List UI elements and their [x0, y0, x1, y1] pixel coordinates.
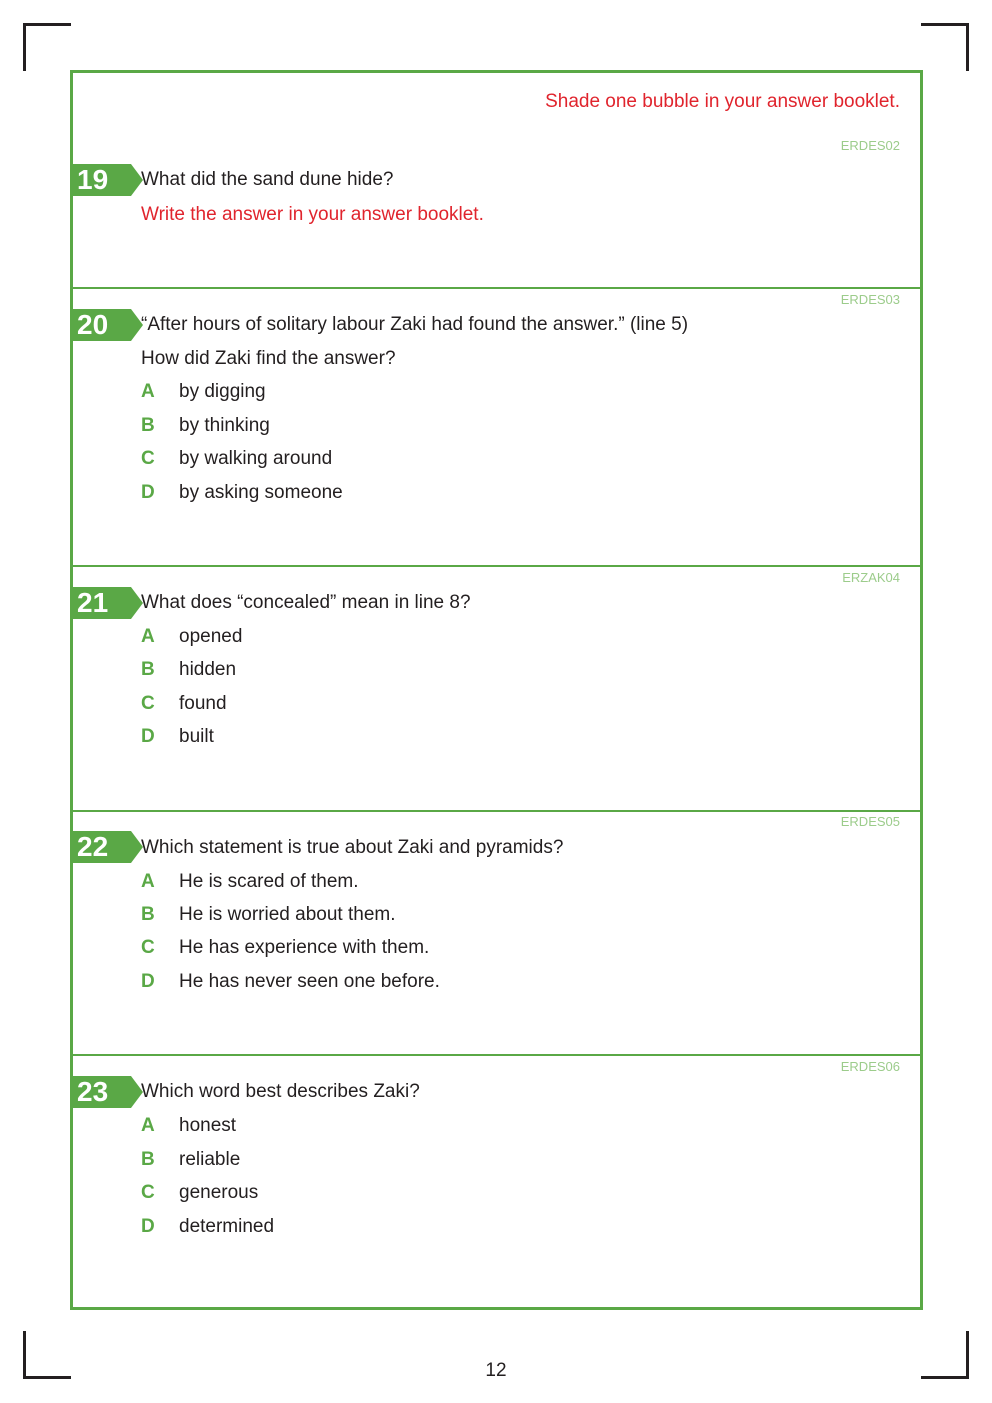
- option-letter: A: [141, 381, 155, 402]
- option-letter: C: [141, 1182, 155, 1203]
- option-text: by asking someone: [179, 482, 343, 503]
- question-number-badge: [73, 309, 131, 341]
- option-text: He has never seen one before.: [179, 971, 440, 992]
- option-letter: C: [141, 937, 155, 958]
- option-text: He is worried about them.: [179, 904, 396, 925]
- question-text: Which word best describes Zaki?: [141, 1081, 420, 1102]
- question-code: ERDES05: [840, 814, 900, 829]
- question-text: What did the sand dune hide?: [141, 169, 394, 190]
- option-text: by walking around: [179, 448, 333, 469]
- section-divider: [73, 1054, 920, 1056]
- section-divider: [73, 287, 920, 289]
- crop-mark-top-left-h: [23, 23, 71, 26]
- page-number: 12: [485, 1360, 507, 1381]
- question-code: ERDES03: [840, 292, 900, 307]
- question-text: How did Zaki find the answer?: [141, 348, 396, 369]
- option-letter: B: [141, 415, 155, 436]
- option-letter: D: [141, 482, 155, 503]
- option-letter: B: [141, 659, 155, 680]
- question-code: ERDES06: [840, 1059, 900, 1074]
- question-text: What does “concealed” mean in line 8?: [141, 592, 471, 613]
- question-number: 21: [77, 587, 109, 618]
- option-text: hidden: [179, 659, 237, 680]
- option-text: found: [179, 693, 227, 714]
- option-text: He is scared of them.: [179, 871, 359, 892]
- option-letter: A: [141, 871, 155, 892]
- section-divider: [73, 810, 920, 812]
- question-number: 22: [77, 831, 109, 862]
- question-text: Which statement is true about Zaki and pyramids?: [141, 837, 564, 858]
- question-number-badge: [73, 1076, 131, 1108]
- question-frame: [70, 70, 923, 1310]
- question-number: 23: [77, 1076, 109, 1107]
- option-text: built: [179, 726, 214, 747]
- option-letter: A: [141, 1115, 155, 1136]
- shade-instruction: Shade one bubble in your answer booklet.: [545, 91, 900, 112]
- question-number-badge: [73, 164, 131, 196]
- option-letter: D: [141, 726, 155, 747]
- question-number-badge: [73, 587, 131, 619]
- option-text: reliable: [179, 1149, 241, 1170]
- option-letter: D: [141, 1216, 155, 1237]
- option-letter: A: [141, 626, 155, 647]
- crop-mark-top-right-h: [921, 23, 969, 26]
- question-number: 19: [77, 164, 109, 195]
- option-letter: B: [141, 1149, 155, 1170]
- question-number-badge: [73, 831, 131, 863]
- option-letter: C: [141, 448, 155, 469]
- section-divider: [73, 565, 920, 567]
- option-text: He has experience with them.: [179, 937, 430, 958]
- option-text: by digging: [179, 381, 266, 402]
- option-text: by thinking: [179, 415, 270, 436]
- crop-mark-top-left-v: [23, 23, 26, 71]
- question-quote: “After hours of solitary labour Zaki had found the answer.” (line 5): [141, 314, 689, 335]
- option-text: generous: [179, 1182, 259, 1203]
- option-text: honest: [179, 1115, 237, 1136]
- option-letter: C: [141, 693, 155, 714]
- question-code: ERZAK04: [842, 570, 900, 585]
- option-text: determined: [179, 1216, 275, 1237]
- answer-instruction: Write the answer in your answer booklet.: [141, 204, 484, 225]
- crop-mark-top-right-v: [966, 23, 969, 71]
- option-letter: D: [141, 971, 155, 992]
- option-letter: B: [141, 904, 155, 925]
- question-number: 20: [77, 309, 109, 340]
- option-text: opened: [179, 626, 243, 647]
- question-code: ERDES02: [840, 138, 900, 153]
